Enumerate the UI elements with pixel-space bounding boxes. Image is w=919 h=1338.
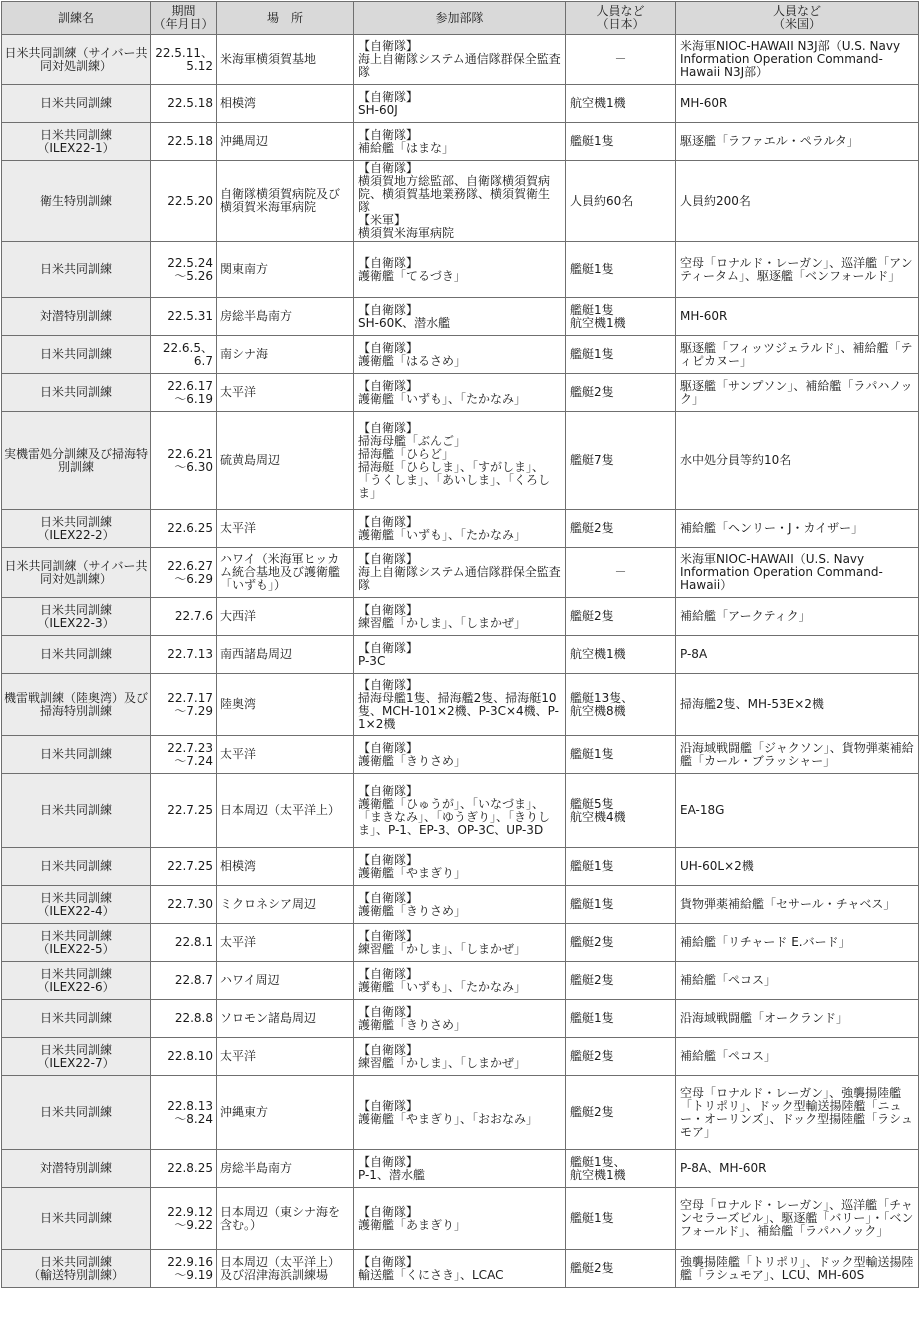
cell-place: 日本周辺（太平洋上） [217,774,354,848]
table-row [2,674,919,736]
cell-personnel-japan: － [566,548,676,598]
table-row [2,598,919,636]
table-row [2,962,919,1000]
header-units: 参加部隊 [354,2,566,35]
cell-units: 【自衛隊】 護衛艦「きりさめ」 [354,1000,566,1038]
header-row [2,2,919,35]
cell-training-name: 日米共同訓練 [2,736,151,774]
cell-personnel-us: 掃海艦2隻、MH-53E×2機 [676,674,919,736]
cell-personnel-us: P-8A、MH-60R [676,1150,919,1188]
cell-training-name: 日米共同訓練 [2,636,151,674]
table-row [2,1250,919,1288]
cell-personnel-japan: 航空機1機 [566,636,676,674]
cell-period: 22.5.24 ～5.26 [151,242,217,298]
cell-units: 【自衛隊】 練習艦「かしま」、「しまかぜ」 [354,598,566,636]
cell-personnel-us: 沿海域戦闘艦「ジャクソン」、貨物弾薬補給艦「カール・ブラッシャー」 [676,736,919,774]
cell-place: 自衛隊横須賀病院及び横須賀米海軍病院 [217,161,354,242]
cell-personnel-us: 貨物弾薬補給艦「セサール・チャベス」 [676,886,919,924]
cell-personnel-us: 補給艦「ペコス」 [676,1038,919,1076]
cell-personnel-us: 補給艦「アークティク」 [676,598,919,636]
cell-personnel-japan: － [566,35,676,85]
table-row [2,336,919,374]
cell-training-name: 日米共同訓練 [2,242,151,298]
cell-place: 大西洋 [217,598,354,636]
cell-units: 【自衛隊】 輸送艦「くにさき」、LCAC [354,1250,566,1288]
cell-place: 太平洋 [217,924,354,962]
cell-period: 22.5.20 [151,161,217,242]
cell-place: 日本周辺（東シナ海を含む。） [217,1188,354,1250]
cell-training-name: 日米共同訓練 （ILEX22-4） [2,886,151,924]
cell-personnel-us: P-8A [676,636,919,674]
cell-place: 房総半島南方 [217,1150,354,1188]
cell-personnel-japan: 艦艇1隻 [566,848,676,886]
cell-place: 沖縄周辺 [217,123,354,161]
cell-personnel-us: 人員約200名 [676,161,919,242]
cell-period: 22.6.21 ～6.30 [151,412,217,510]
table-row [2,298,919,336]
cell-units: 【自衛隊】 護衛艦「はるさめ」 [354,336,566,374]
cell-personnel-japan: 艦艇2隻 [566,374,676,412]
table-row [2,548,919,598]
header-period: 期間 （年月日） [151,2,217,35]
cell-personnel-japan: 艦艇1隻 [566,886,676,924]
cell-personnel-japan: 艦艇2隻 [566,1076,676,1150]
cell-training-name: 対潜特別訓練 [2,298,151,336]
cell-training-name: 日米共同訓練 [2,336,151,374]
cell-place: 房総半島南方 [217,298,354,336]
cell-personnel-us: 強襲揚陸艦「トリポリ」、ドック型輸送揚陸艦「ラシュモア」、LCU、MH-60S [676,1250,919,1288]
table-row [2,123,919,161]
cell-training-name: 日米共同訓練（サイバー共同対処訓練） [2,548,151,598]
cell-period: 22.8.13 ～8.24 [151,1076,217,1150]
cell-period: 22.5.31 [151,298,217,336]
cell-place: 太平洋 [217,1038,354,1076]
cell-training-name: 日米共同訓練 （ILEX22-1） [2,123,151,161]
cell-units: 【自衛隊】 護衛艦「やまぎり」 [354,848,566,886]
cell-units: 【自衛隊】 SH-60K、潜水艦 [354,298,566,336]
cell-place: 沖縄東方 [217,1076,354,1150]
cell-period: 22.6.17 ～6.19 [151,374,217,412]
cell-place: 南西諸島周辺 [217,636,354,674]
cell-units: 【自衛隊】 護衛艦「ひゅうが」、「いなづま」、「まきなみ」、「ゆうぎり」、「きりしま」、P-1、EP-3、OP-3C、UP-3D [354,774,566,848]
cell-place: 陸奥湾 [217,674,354,736]
cell-period: 22.5.11、 5.12 [151,35,217,85]
table-row [2,374,919,412]
cell-units: 【自衛隊】 掃海母艦「ぶんご」 掃海艦「ひらど」 掃海艇「ひらしま」、「すがしま」、「うくしま」、「あいしま」、「くろしま」 [354,412,566,510]
cell-place: 太平洋 [217,510,354,548]
cell-personnel-japan: 艦艇1隻、 航空機1機 [566,1150,676,1188]
cell-period: 22.7.13 [151,636,217,674]
table-row [2,636,919,674]
cell-personnel-japan: 人員約60名 [566,161,676,242]
cell-training-name: 日米共同訓練 [2,374,151,412]
header-training-name: 訓練名 [2,2,151,35]
cell-units: 【自衛隊】 護衛艦「いずも」、「たかなみ」 [354,374,566,412]
table-body [2,35,919,1288]
cell-period: 22.7.30 [151,886,217,924]
cell-training-name: 日米共同訓練 [2,1076,151,1150]
cell-personnel-japan: 艦艇1隻 [566,1188,676,1250]
cell-personnel-japan: 艦艇2隻 [566,962,676,1000]
cell-period: 22.8.10 [151,1038,217,1076]
cell-training-name: 日米共同訓練 [2,1188,151,1250]
header-personnel-japan: 人員など （日本） [566,2,676,35]
cell-personnel-us: 空母「ロナルド・レーガン」、巡洋艦「チャンセラーズビル」、駆逐艦「バリー」・「ベンフォールド」、補給艦「ラパハノック」 [676,1188,919,1250]
cell-training-name: 日米共同訓練 （輸送特別訓練） [2,1250,151,1288]
cell-training-name: 日米共同訓練 [2,85,151,123]
cell-training-name: 日米共同訓練 （ILEX22-2） [2,510,151,548]
cell-personnel-us: 米海軍NIOC-HAWAII（U.S. Navy Information Operation Command-Hawaii） [676,548,919,598]
table-row [2,161,919,242]
cell-period: 22.9.12 ～9.22 [151,1188,217,1250]
cell-period: 22.8.7 [151,962,217,1000]
cell-personnel-us: MH-60R [676,298,919,336]
table-row [2,1150,919,1188]
table-row [2,85,919,123]
cell-period: 22.6.27 ～6.29 [151,548,217,598]
cell-personnel-japan: 艦艇5隻 航空機4機 [566,774,676,848]
table-row [2,886,919,924]
cell-personnel-japan: 艦艇2隻 [566,598,676,636]
table-row [2,1038,919,1076]
cell-place: 南シナ海 [217,336,354,374]
cell-personnel-japan: 艦艇1隻 航空機1機 [566,298,676,336]
cell-place: 硫黄島周辺 [217,412,354,510]
cell-personnel-us: 米海軍NIOC-HAWAII N3J部（U.S. Navy Information Operation Command-Hawaii N3J部） [676,35,919,85]
cell-training-name: 日米共同訓練 （ILEX22-5） [2,924,151,962]
cell-units: 【自衛隊】 練習艦「かしま」、「しまかぜ」 [354,1038,566,1076]
cell-period: 22.8.25 [151,1150,217,1188]
cell-personnel-us: 補給艦「ペコス」 [676,962,919,1000]
cell-units: 【自衛隊】 海上自衛隊システム通信隊群保全監査隊 [354,548,566,598]
cell-personnel-us: 駆逐艦「サンプソン」、補給艦「ラパハノック」 [676,374,919,412]
table-row [2,35,919,85]
cell-training-name: 日米共同訓練（サイバー共同対処訓練） [2,35,151,85]
cell-units: 【自衛隊】 横須賀地方総監部、自衛隊横須賀病院、横須賀基地業務隊、横須賀衛生隊 【米軍】 横須賀米海軍病院 [354,161,566,242]
table-row [2,412,919,510]
cell-period: 22.7.6 [151,598,217,636]
cell-place: ハワイ（米海軍ヒッカム統合基地及び護衛艦「いずも」） [217,548,354,598]
cell-period: 22.7.23 ～7.24 [151,736,217,774]
header-place: 場 所 [217,2,354,35]
cell-personnel-us: 沿海域戦闘艦「オークランド」 [676,1000,919,1038]
cell-place: 関東南方 [217,242,354,298]
cell-personnel-us: EA-18G [676,774,919,848]
header-personnel-us: 人員など （米国） [676,2,919,35]
cell-personnel-us: 空母「ロナルド・レーガン」、巡洋艦「アンティータム」、駆逐艦「ベンフォールド」 [676,242,919,298]
cell-units: 【自衛隊】 護衛艦「てるづき」 [354,242,566,298]
table-row [2,1076,919,1150]
cell-training-name: 衛生特別訓練 [2,161,151,242]
cell-personnel-japan: 艦艇1隻 [566,242,676,298]
cell-units: 【自衛隊】 護衛艦「あまぎり」 [354,1188,566,1250]
training-table [1,1,919,1288]
cell-personnel-japan: 艦艇7隻 [566,412,676,510]
cell-personnel-japan: 艦艇1隻 [566,1000,676,1038]
cell-personnel-japan: 艦艇1隻 [566,736,676,774]
cell-personnel-us: 補給艦「ヘンリー・J・カイザー」 [676,510,919,548]
cell-units: 【自衛隊】 掃海母艦1隻、掃海艦2隻、掃海艇10隻、MCH-101×2機、P-3C×4機、P-1×2機 [354,674,566,736]
cell-place: 太平洋 [217,736,354,774]
cell-units: 【自衛隊】 P-1、潜水艦 [354,1150,566,1188]
cell-units: 【自衛隊】 護衛艦「やまぎり」、「おおなみ」 [354,1076,566,1150]
cell-place: 相模湾 [217,848,354,886]
cell-personnel-japan: 航空機1機 [566,85,676,123]
cell-place: 米海軍横須賀基地 [217,35,354,85]
cell-personnel-us: 駆逐艦「ラファエル・ペラルタ」 [676,123,919,161]
cell-units: 【自衛隊】 護衛艦「きりさめ」 [354,736,566,774]
cell-personnel-japan: 艦艇2隻 [566,1250,676,1288]
table-row [2,1188,919,1250]
cell-place: ハワイ周辺 [217,962,354,1000]
cell-period: 22.7.25 [151,774,217,848]
cell-personnel-us: 駆逐艦「フィッツジェラルド」、補給艦「ティピカヌー」 [676,336,919,374]
cell-personnel-japan: 艦艇2隻 [566,1038,676,1076]
cell-units: 【自衛隊】 SH-60J [354,85,566,123]
cell-units: 【自衛隊】 護衛艦「いずも」、「たかなみ」 [354,962,566,1000]
cell-period: 22.5.18 [151,85,217,123]
cell-personnel-us: MH-60R [676,85,919,123]
table-row [2,774,919,848]
cell-place: 太平洋 [217,374,354,412]
cell-place: ソロモン諸島周辺 [217,1000,354,1038]
cell-units: 【自衛隊】 海上自衛隊システム通信隊群保全監査隊 [354,35,566,85]
cell-units: 【自衛隊】 P-3C [354,636,566,674]
cell-training-name: 日米共同訓練 （ILEX22-7） [2,1038,151,1076]
cell-units: 【自衛隊】 練習艦「かしま」、「しまかぜ」 [354,924,566,962]
cell-period: 22.8.8 [151,1000,217,1038]
table-row [2,736,919,774]
cell-units: 【自衛隊】 護衛艦「いずも」、「たかなみ」 [354,510,566,548]
cell-period: 22.6.25 [151,510,217,548]
cell-training-name: 機雷戦訓練（陸奥湾）及び掃海特別訓練 [2,674,151,736]
cell-place: ミクロネシア周辺 [217,886,354,924]
cell-personnel-us: 補給艦「リチャード E.バード」 [676,924,919,962]
cell-personnel-japan: 艦艇1隻 [566,336,676,374]
cell-period: 22.6.5、 6.7 [151,336,217,374]
cell-personnel-japan: 艦艇13隻、 航空機8機 [566,674,676,736]
cell-period: 22.9.16 ～9.19 [151,1250,217,1288]
cell-period: 22.7.25 [151,848,217,886]
cell-place: 日本周辺（太平洋上）及び沼津海浜訓練場 [217,1250,354,1288]
cell-personnel-japan: 艦艇2隻 [566,924,676,962]
cell-training-name: 日米共同訓練 （ILEX22-3） [2,598,151,636]
cell-training-name: 日米共同訓練 [2,1000,151,1038]
cell-personnel-japan: 艦艇1隻 [566,123,676,161]
cell-units: 【自衛隊】 護衛艦「きりさめ」 [354,886,566,924]
table-row [2,848,919,886]
table-row [2,510,919,548]
cell-training-name: 日米共同訓練 （ILEX22-6） [2,962,151,1000]
cell-training-name: 日米共同訓練 [2,848,151,886]
cell-training-name: 日米共同訓練 [2,774,151,848]
cell-period: 22.5.18 [151,123,217,161]
cell-personnel-japan: 艦艇2隻 [566,510,676,548]
cell-training-name: 実機雷処分訓練及び掃海特別訓練 [2,412,151,510]
table-row [2,924,919,962]
table-row [2,242,919,298]
table-row [2,1000,919,1038]
cell-personnel-us: 水中処分員等約10名 [676,412,919,510]
cell-period: 22.7.17 ～7.29 [151,674,217,736]
cell-units: 【自衛隊】 補給艦「はまな」 [354,123,566,161]
cell-period: 22.8.1 [151,924,217,962]
cell-personnel-us: 空母「ロナルド・レーガン」、強襲揚陸艦「トリポリ」、ドック型輸送揚陸艦「ニュー・オーリンズ」、ドック型揚陸艦「ラシュモア」 [676,1076,919,1150]
cell-training-name: 対潜特別訓練 [2,1150,151,1188]
cell-place: 相模湾 [217,85,354,123]
cell-personnel-us: UH-60L×2機 [676,848,919,886]
